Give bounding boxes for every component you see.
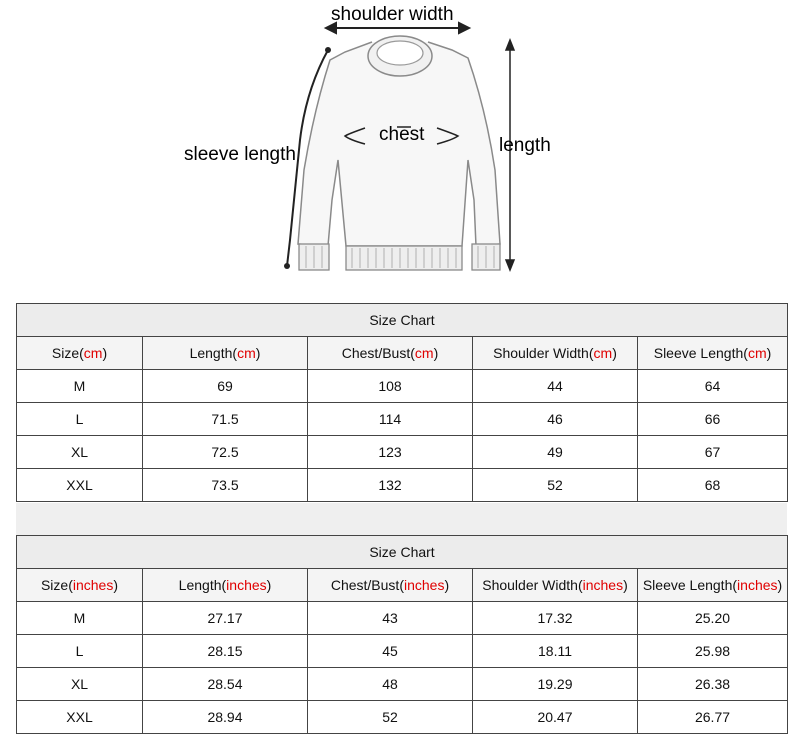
table-title-row (17, 536, 788, 569)
length-cell: 28.94 (143, 701, 308, 734)
chest-cell: 132 (308, 469, 473, 502)
header-cell: Length(cm) (143, 337, 308, 370)
separator-band (16, 503, 787, 535)
size-cell: L (17, 403, 143, 436)
header-cell: Chest/Bust(inches) (308, 569, 473, 602)
table-row (17, 436, 788, 469)
table-title-row (17, 304, 788, 337)
chest-label: chest (379, 124, 425, 145)
shoulder-cell: 49 (473, 436, 638, 469)
length-cell: 69 (143, 370, 308, 403)
hem-band (346, 246, 462, 270)
length-label: length (499, 135, 551, 156)
garment-diagram (0, 0, 800, 290)
size-cell: M (17, 602, 143, 635)
length-cell: 28.54 (143, 668, 308, 701)
shoulder-cell: 19.29 (473, 668, 638, 701)
table-row (17, 403, 788, 436)
shoulder-cell: 44 (473, 370, 638, 403)
size-cell: L (17, 635, 143, 668)
sleeve-cell: 66 (638, 403, 788, 436)
sleeve-cell: 25.98 (638, 635, 788, 668)
chest-cell: 45 (308, 635, 473, 668)
chest-cell: 123 (308, 436, 473, 469)
table-row (17, 370, 788, 403)
length-cell: 72.5 (143, 436, 308, 469)
sleeve-cell: 67 (638, 436, 788, 469)
chest-cell: 52 (308, 701, 473, 734)
chest-cell: 108 (308, 370, 473, 403)
header-cell: Chest/Bust(cm) (308, 337, 473, 370)
sleeve-length-label: sleeve length (184, 144, 296, 165)
header-cell: Size(inches) (17, 569, 143, 602)
table-title: Size Chart (17, 536, 788, 569)
sleeve-cell: 25.20 (638, 602, 788, 635)
size-cell: M (17, 370, 143, 403)
size-cell: XL (17, 436, 143, 469)
header-cell: Shoulder Width(inches) (473, 569, 638, 602)
shoulder-cell: 18.11 (473, 635, 638, 668)
shoulder-cell: 17.32 (473, 602, 638, 635)
table-header-row (17, 569, 788, 602)
chest-cell: 43 (308, 602, 473, 635)
table-row (17, 668, 788, 701)
length-cell: 73.5 (143, 469, 308, 502)
size-chart-inches (16, 535, 788, 734)
size-cell: XL (17, 668, 143, 701)
header-cell: Length(inches) (143, 569, 308, 602)
shoulder-cell: 20.47 (473, 701, 638, 734)
shoulder-cell: 52 (473, 469, 638, 502)
header-cell: Sleeve Length(cm) (638, 337, 788, 370)
table-title: Size Chart (17, 304, 788, 337)
header-cell: Shoulder Width(cm) (473, 337, 638, 370)
header-cell: Size(cm) (17, 337, 143, 370)
table-row (17, 469, 788, 502)
size-cell: XXL (17, 701, 143, 734)
length-cell: 28.15 (143, 635, 308, 668)
length-cell: 71.5 (143, 403, 308, 436)
sleeve-cell: 68 (638, 469, 788, 502)
chest-cell: 114 (308, 403, 473, 436)
length-cell: 27.17 (143, 602, 308, 635)
size-cell: XXL (17, 469, 143, 502)
chest-cell: 48 (308, 668, 473, 701)
shoulder-width-label: shoulder width (331, 4, 454, 25)
header-cell: Sleeve Length(inches) (638, 569, 788, 602)
table-row (17, 602, 788, 635)
shoulder-cell: 46 (473, 403, 638, 436)
collar-inner-shape (377, 41, 423, 65)
sleeve-cell: 64 (638, 370, 788, 403)
sleeve-cell: 26.38 (638, 668, 788, 701)
table-header-row (17, 337, 788, 370)
ribbing-lines (306, 246, 494, 268)
size-chart-cm (16, 303, 788, 502)
table-row (17, 701, 788, 734)
sleeve-cell: 26.77 (638, 701, 788, 734)
table-row (17, 635, 788, 668)
